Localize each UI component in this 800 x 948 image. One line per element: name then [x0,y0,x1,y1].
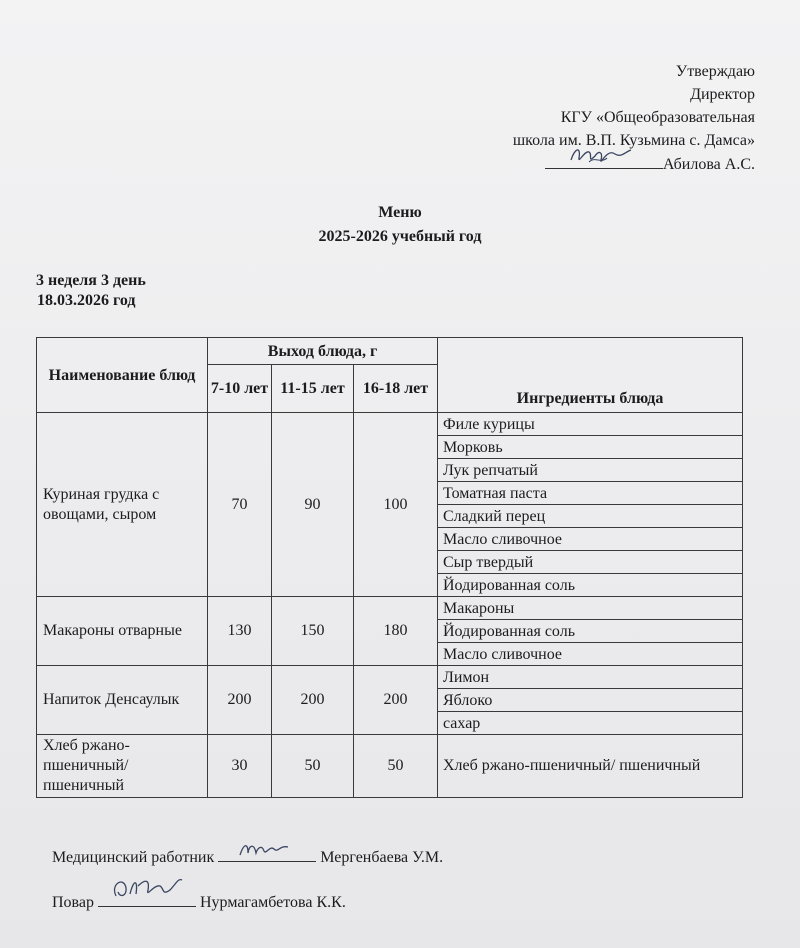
medic-signature-scribble [218,835,316,861]
weight-16-18: 180 [354,597,438,666]
header-age-7-10: 7-10 лет [208,365,272,413]
cook-name: Нурмагамбетова К.К. [200,894,346,911]
ingredient: Филе курицы [438,413,743,436]
week-day: 3 неделя 3 день [36,272,146,289]
medic-label: Медицинский работник [52,849,215,866]
cook-signature-scribble [98,870,196,902]
header-ingredients: Ингредиенты блюда [438,338,743,413]
medic-signature-blank [218,845,316,862]
menu-title: Меню [378,204,422,221]
medic-signature-row [52,845,443,867]
weight-7-10: 70 [208,413,272,597]
weight-7-10: 30 [208,735,272,798]
cook-label: Повар [52,894,94,911]
weight-11-15: 150 [272,597,354,666]
ingredient: Макароны [438,597,743,620]
ingredient: Томатная паста [438,482,743,505]
approval-block [513,60,755,176]
menu-table [36,337,743,798]
ingredient: Морковь [438,436,743,459]
weight-11-15: 50 [272,735,354,798]
approval-line-2: Директор [690,86,755,103]
ingredient: Сладкий перец [438,505,743,528]
ingredient: Лимон [438,666,743,689]
director-signature-line [513,152,755,176]
ingredient: Хлеб ржано-пшеничный/ пшеничный [438,735,743,798]
cook-signature-row [52,890,346,912]
menu-date: 18.03.2026 год [37,292,136,309]
weight-7-10: 130 [208,597,272,666]
approval-line-3: КГУ «Общеобразовательная [560,109,755,126]
dish-name: Макароны отварные [37,597,208,666]
ingredient: Йодированная соль [438,574,743,597]
ingredient: Сыр твердый [438,551,743,574]
ingredient: Йодированная соль [438,620,743,643]
header-output: Выход блюда, г [208,338,438,365]
dish-name: Куриная грудка с овощами, сыром [37,413,208,597]
weight-16-18: 50 [354,735,438,798]
ingredient: Масло сливочное [438,528,743,551]
weight-11-15: 200 [272,666,354,735]
school-year: 2025-2026 учебный год [318,228,482,245]
director-signature-blank [545,152,663,169]
ingredient: сахар [438,712,743,735]
dish-name: Напиток Денсаулык [37,666,208,735]
header-age-11-15: 11-15 лет [272,365,354,413]
approval-line-4: школа им. В.П. Кузьмина с. Дамса» [512,132,755,149]
ingredient: Масло сливочное [438,643,743,666]
dish-name: Хлеб ржано-пшеничный/ пшеничный [37,735,208,798]
weight-11-15: 90 [272,413,354,597]
week-day-block [36,271,146,311]
approval-line-1: Утверждаю [675,63,755,80]
director-name: Абилова А.С. [662,156,755,173]
director-signature-scribble [545,138,663,168]
cook-signature-blank [98,890,196,907]
weight-7-10: 200 [208,666,272,735]
header-age-16-18: 16-18 лет [354,365,438,413]
ingredient: Яблоко [438,689,743,712]
ingredient: Лук репчатый [438,459,743,482]
weight-16-18: 200 [354,666,438,735]
medic-name: Мергенбаева У.М. [320,849,444,866]
header-dish-name: Наименование блюд [37,338,208,413]
weight-16-18: 100 [354,413,438,597]
